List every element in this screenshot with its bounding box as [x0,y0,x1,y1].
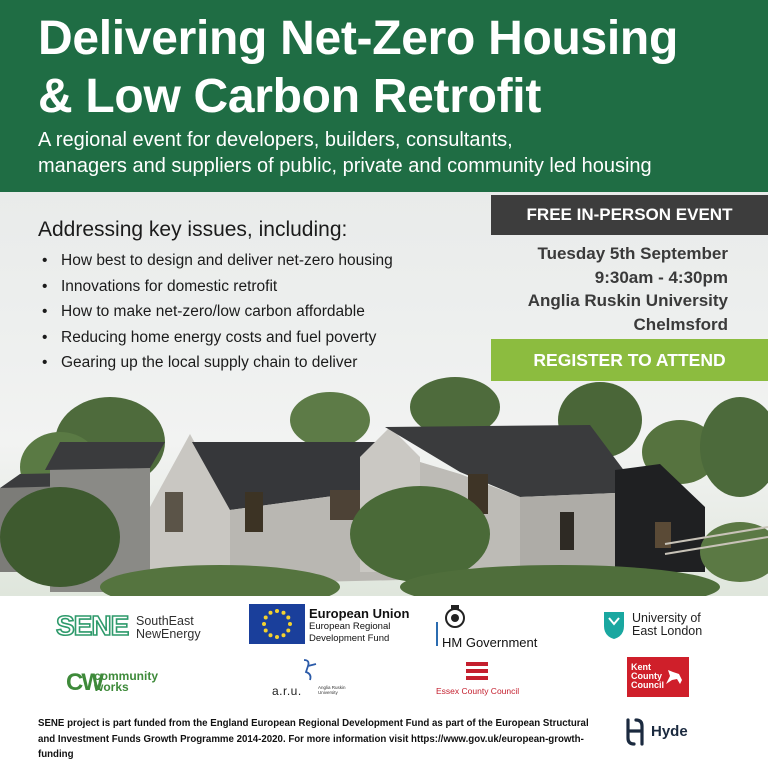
sene-logo [56,612,226,644]
event-venue: Anglia Ruskin University [527,291,728,310]
essex-seaxes-icon [464,660,490,684]
sene-line-1: SouthEast [136,614,194,628]
header-banner [0,0,768,192]
eu-logo [249,604,419,648]
essex-text: Essex County Council [436,686,520,696]
uel-line-1: University of [632,611,701,625]
hm-government-logo [436,604,556,650]
key-issues-section [38,218,478,376]
event-date: Tuesday 5th September [537,244,728,263]
subtitle-line-2: managers and suppliers of public, private and community led housing [38,155,652,177]
sene-line-2: NewEnergy [136,627,201,641]
community-works-logo [66,669,196,697]
event-details [528,242,728,336]
kent-line-1: Kent [631,662,651,672]
event-city: Chelmsford [633,314,728,334]
kent-line-3: Council [631,680,664,690]
footer-logos [0,596,768,768]
event-time: 9:30am - 4:30pm [594,267,728,287]
hyde-logo [625,718,705,748]
list-item: • How best to design and deliver net-zero housing [38,248,478,274]
title-line-1: Delivering Net-Zero Housing [38,12,678,65]
uel-line-2: East London [632,624,703,638]
hm-government-text: HM Government [442,635,538,650]
essex-council-logo [436,660,526,700]
eu-sub-line-2: Development Fund [309,633,390,644]
aru-mark: a.r.u. [272,684,302,698]
page-title [38,10,678,126]
list-item: • Reducing home energy costs and fuel poverty [38,325,478,351]
title-line-2: & Low Carbon Retrofit [38,70,541,123]
aru-line-2: University [318,690,338,695]
sene-mark: SENE [56,610,129,641]
uel-shield-icon [602,610,626,640]
hyde-mark-icon [625,718,645,746]
hyde-text: Hyde [651,723,688,740]
cw-line-2: works [94,680,129,694]
kent-council-logo [627,657,689,697]
list-item: • Gearing up the local supply chain to deliver [38,350,478,376]
cw-line-1: community [94,669,159,683]
funding-statement: SENE project is part funded from the England European Regional Development Fund as part of the European Structural and Investment Funds Growth Programme 2014-2020. For more information visit https://www.gov.uk/european-growth-funding [38,718,589,760]
key-issues-heading: Addressing key issues, including: [38,218,348,241]
page-subtitle [38,127,652,179]
hero-photo-area [0,192,768,596]
aru-line-1: Anglia Ruskin [318,685,346,690]
register-button[interactable]: REGISTER TO ATTEND [491,339,768,381]
kent-line-2: County [631,671,662,681]
list-item: • Innovations for domestic retrofit [38,274,478,300]
heron-icon [296,658,318,682]
subtitle-line-1: A regional event for developers, builders, consultants, [38,129,513,151]
royal-crest-icon [441,604,469,632]
white-horse-icon [663,666,685,688]
eu-flag-icon [249,604,305,644]
cw-mark: CW [66,669,102,696]
key-issues-list [38,248,478,376]
uel-logo [602,610,722,642]
list-item: • How to make net-zero/low carbon affordable [38,299,478,325]
eu-sub-line-1: European Regional [309,621,391,632]
hm-divider [436,622,438,646]
eu-title: European Union [309,606,410,621]
aru-logo [272,658,362,706]
free-event-banner: FREE IN-PERSON EVENT [491,195,768,235]
